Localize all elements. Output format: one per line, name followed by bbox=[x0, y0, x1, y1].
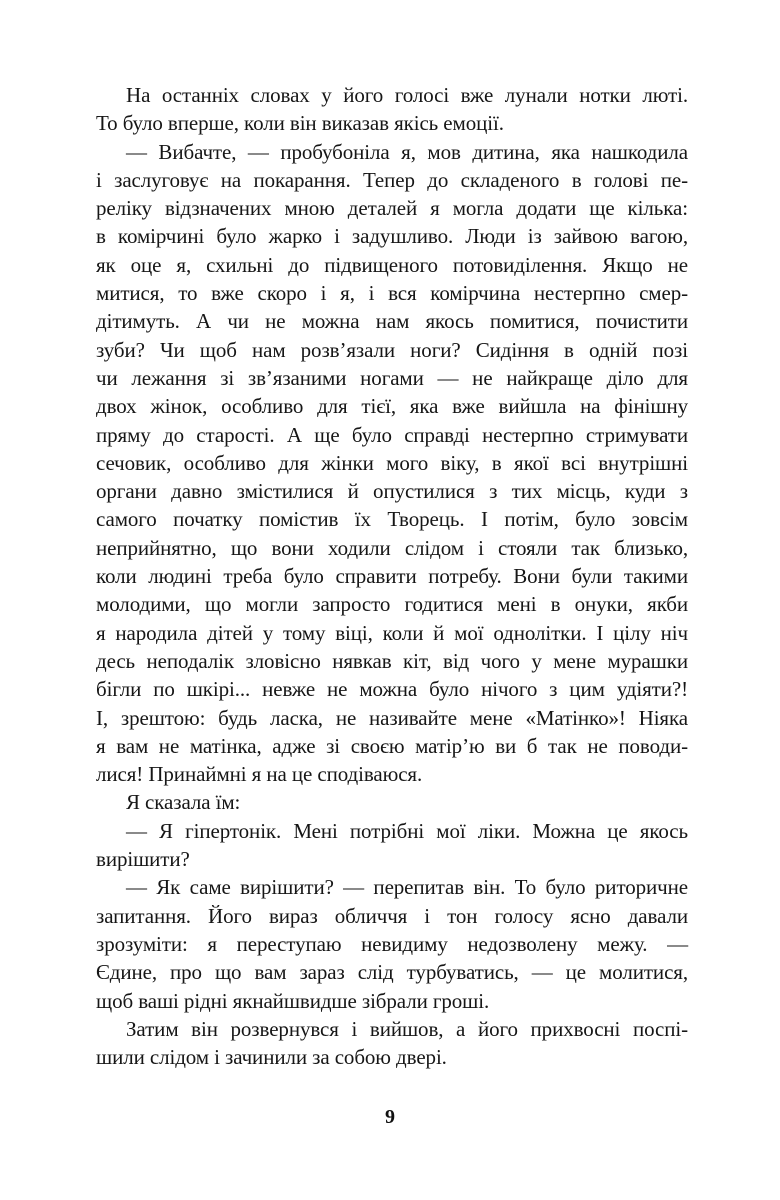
text-line: як оце я, схильні до підвищеного потовиділення. Якщо не bbox=[96, 252, 688, 277]
text-line: Затим він розвернувся і вийшов, а його прихвосні поспі- bbox=[126, 1016, 688, 1041]
text-line: пряму до старості. А ще було справді нестерпно стримувати bbox=[96, 422, 688, 447]
text-line: чи лежання зі зв’язаними ногами — не найкраще діло для bbox=[96, 365, 688, 390]
text-line: митися, то вже скоро і я, і вся комірчина нестерпно смер- bbox=[96, 281, 688, 306]
text-line: я народила дітей у тому віці, коли й мої однолітки. І цілу ніч bbox=[96, 620, 688, 645]
text-line: На останніх словах у його голосі вже лунали нотки люті. bbox=[126, 83, 688, 107]
text-line: органи давно змістилися й опустилися з тих місць, куди з bbox=[96, 479, 688, 504]
text-line: Я сказала їм: bbox=[126, 790, 241, 815]
text-line: І, зрештою: будь ласка, не називайте мене «Матінко»! Ніяка bbox=[96, 705, 688, 730]
text-line: молодими, що могли запросто годитися мені в онуки, якби bbox=[96, 592, 688, 617]
text-line: і заслуговує на покарання. Тепер до складеного в голові пе- bbox=[96, 167, 688, 192]
text-line: в комірчині було жарко і задушливо. Люди із зайвою вагою, bbox=[96, 224, 688, 249]
text-line: неприйнятно, що вони ходили слідом і стояли так близько, bbox=[96, 535, 688, 560]
text-line: двох жінок, особливо для тієї, яка вже вийшла на фінішну bbox=[96, 394, 688, 419]
text-line: запитання. Його вираз обличчя і тон голосу ясно давали bbox=[96, 903, 688, 928]
text-line: десь неподалік зловісно нявкав кіт, від чого у мене мурашки bbox=[96, 648, 688, 673]
text-line: — Вибачте, — пробубоніла я, мов дитина, яка нашкодила bbox=[126, 139, 688, 164]
text-line: Єдине, про що вам зараз слід турбуватись, — це молитися, bbox=[96, 960, 688, 985]
text-line: лися! Принаймні я на це сподіваюся. bbox=[96, 762, 423, 787]
text-line: щоб ваші рідні якнайшвидше зібрали гроші. bbox=[96, 988, 490, 1013]
text-line: я вам не матінка, адже зі своєю матір’ю ви б так не поводи- bbox=[96, 733, 688, 758]
text-line: шили слідом і зачинили за собою двері. bbox=[96, 1045, 447, 1070]
text-line: зуби? Чи щоб нам розв’язали ноги? Сидіння в одній позі bbox=[96, 337, 688, 362]
text-line: коли людині треба було справити потребу. Вони були такими bbox=[96, 564, 688, 589]
page-number: 9 bbox=[385, 1106, 395, 1128]
text-line: бігли по шкірі... невже не можна було нічого з цим удіяти?! bbox=[96, 677, 688, 702]
text-line: — Я гіпертонік. Мені потрібні мої ліки. Можна це якось bbox=[126, 818, 688, 843]
text-line: сечовик, особливо для жінки мого віку, в якої всі внутрішні bbox=[96, 450, 688, 475]
page-text bbox=[96, 81, 688, 1071]
text-line: вирішити? bbox=[96, 847, 190, 872]
text-line: дітимуть. А чи не можна нам якось помитися, почистити bbox=[96, 309, 688, 334]
text-line: То було вперше, коли він виказав якісь емоції. bbox=[96, 111, 504, 136]
text-line: — Як саме вирішити? — перепитав він. То було риторичне bbox=[126, 875, 688, 900]
text-line: самого початку помістив їх Творець. І потім, було зовсім bbox=[96, 507, 688, 532]
text-line: зрозуміти: я переступаю невидиму недозволену межу. — bbox=[96, 931, 688, 956]
text-line: реліку відзначених мною деталей я могла додати ще кілька: bbox=[96, 196, 688, 221]
